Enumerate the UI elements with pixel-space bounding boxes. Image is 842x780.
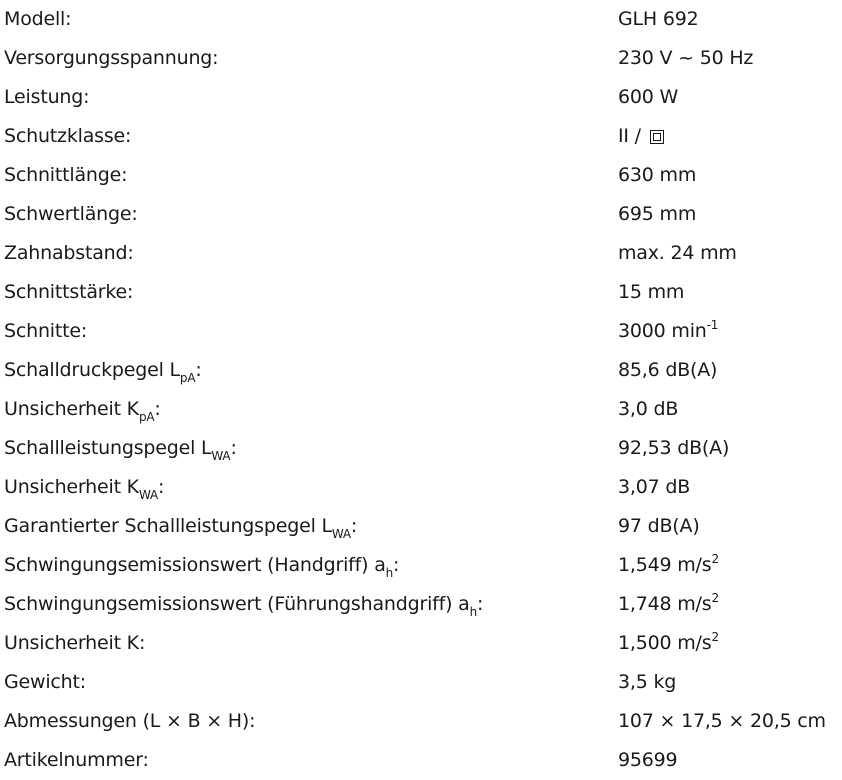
spec-label: Gewicht: <box>4 671 86 693</box>
spec-row-model <box>4 0 838 39</box>
spec-row-vibration-handle <box>4 546 838 585</box>
spec-label-suffix: : <box>477 593 484 615</box>
spec-label-subscript: WA <box>211 449 231 463</box>
spec-value-superscript: 2 <box>711 552 719 566</box>
spec-row-cuts <box>4 312 838 351</box>
spec-value-text: II / <box>618 125 641 147</box>
spec-label-suffix: : <box>350 515 358 537</box>
spec-value-superscript: 2 <box>711 591 719 605</box>
spec-value: 95699 <box>618 749 678 771</box>
spec-value-text: 3000 min <box>618 320 707 342</box>
spec-value-text: 1,549 m/s <box>618 554 712 576</box>
spec-row-sound-pressure-level <box>4 351 838 390</box>
spec-row-weight <box>4 663 838 702</box>
spec-label <box>4 515 618 541</box>
spec-value: GLH 692 <box>618 8 699 30</box>
spec-label: Schnitte: <box>4 320 88 342</box>
spec-value: 85,6 dB(A) <box>618 359 718 381</box>
spec-row-tooth-spacing <box>4 234 838 273</box>
spec-label: Modell: <box>4 8 72 30</box>
spec-value-text: 1,500 m/s <box>618 632 712 654</box>
spec-row-uncertainty-kpa <box>4 390 838 429</box>
spec-label: Unsicherheit K: <box>4 632 146 654</box>
spec-row-power <box>4 78 838 117</box>
spec-label-text: Schallleistungspegel L <box>4 437 212 459</box>
spec-value: max. 24 mm <box>618 242 737 264</box>
spec-value: 600 W <box>618 86 679 108</box>
spec-row-blade-length <box>4 195 838 234</box>
spec-row-cutting-thickness <box>4 273 838 312</box>
spec-label-subscript: WA <box>138 488 158 502</box>
spec-label <box>4 593 618 619</box>
spec-label-text: Schwingungsemissionswert (Handgriff) a <box>4 554 386 576</box>
spec-label: Versorgungsspannung: <box>4 47 219 69</box>
spec-value <box>618 591 838 615</box>
spec-value <box>618 552 838 576</box>
spec-value-superscript: 2 <box>711 630 719 644</box>
spec-value: 92,53 dB(A) <box>618 437 730 459</box>
spec-row-guaranteed-sound-power-level <box>4 507 838 546</box>
spec-label-suffix: : <box>157 476 165 498</box>
spec-label <box>4 398 618 424</box>
spec-label <box>4 554 618 580</box>
spec-label-text: Garantierter Schallleistungspegel L <box>4 515 332 537</box>
spec-value <box>618 630 838 654</box>
spec-label-text: Unsicherheit K <box>4 476 139 498</box>
spec-label: Schnittstärke: <box>4 281 134 303</box>
spec-label-text: Unsicherheit K <box>4 398 139 420</box>
spec-label-subscript: WA <box>331 527 351 541</box>
spec-label: Schutzklasse: <box>4 125 132 147</box>
spec-label-subscript: h <box>469 605 478 619</box>
spec-value: 3,07 dB <box>618 476 691 498</box>
spec-label-suffix: : <box>393 554 400 576</box>
spec-value <box>618 318 838 342</box>
spec-row-cutting-length <box>4 156 838 195</box>
spec-label: Zahnabstand: <box>4 242 134 264</box>
spec-label-suffix: : <box>230 437 237 459</box>
spec-label-suffix: : <box>154 398 161 420</box>
spec-label: Artikelnummer: <box>4 749 149 771</box>
spec-label-suffix: : <box>195 359 202 381</box>
spec-label <box>4 476 618 502</box>
spec-value: 3,0 dB <box>618 398 679 420</box>
spec-label-subscript: h <box>385 566 394 580</box>
spec-value: 630 mm <box>618 164 697 186</box>
spec-row-vibration-guide-handle <box>4 585 838 624</box>
spec-row-sound-power-level <box>4 429 838 468</box>
protection-class-ii-icon <box>650 130 664 144</box>
spec-value: 107 × 17,5 × 20,5 cm <box>618 710 826 732</box>
spec-label-subscript: pA <box>138 410 155 424</box>
spec-value: 230 V ~ 50 Hz <box>618 47 754 69</box>
spec-label: Schnittlänge: <box>4 164 128 186</box>
spec-row-uncertainty-k <box>4 624 838 663</box>
spec-label: Schwertlänge: <box>4 203 138 225</box>
spec-row-article-number <box>4 741 838 780</box>
spec-value <box>618 127 838 146</box>
spec-row-dimensions <box>4 702 838 741</box>
spec-label <box>4 437 618 463</box>
spec-label-subscript: pA <box>179 371 196 385</box>
spec-value-text: 1,748 m/s <box>618 593 712 615</box>
spec-label: Leistung: <box>4 86 90 108</box>
spec-value: 97 dB(A) <box>618 515 700 537</box>
spec-row-uncertainty-kwa <box>4 468 838 507</box>
spec-label-text: Schalldruckpegel L <box>4 359 180 381</box>
spec-value-superscript: -1 <box>706 318 719 332</box>
spec-value: 3,5 kg <box>618 671 677 693</box>
spec-label: Abmessungen (L × B × H): <box>4 710 256 732</box>
spec-value: 695 mm <box>618 203 697 225</box>
spec-label-text: Schwingungsemissionswert (Führungshandgriff) a <box>4 593 470 615</box>
spec-label <box>4 359 618 385</box>
spec-value: 15 mm <box>618 281 685 303</box>
spec-row-supply-voltage <box>4 39 838 78</box>
spec-table <box>4 0 838 780</box>
spec-row-protection-class <box>4 117 838 156</box>
